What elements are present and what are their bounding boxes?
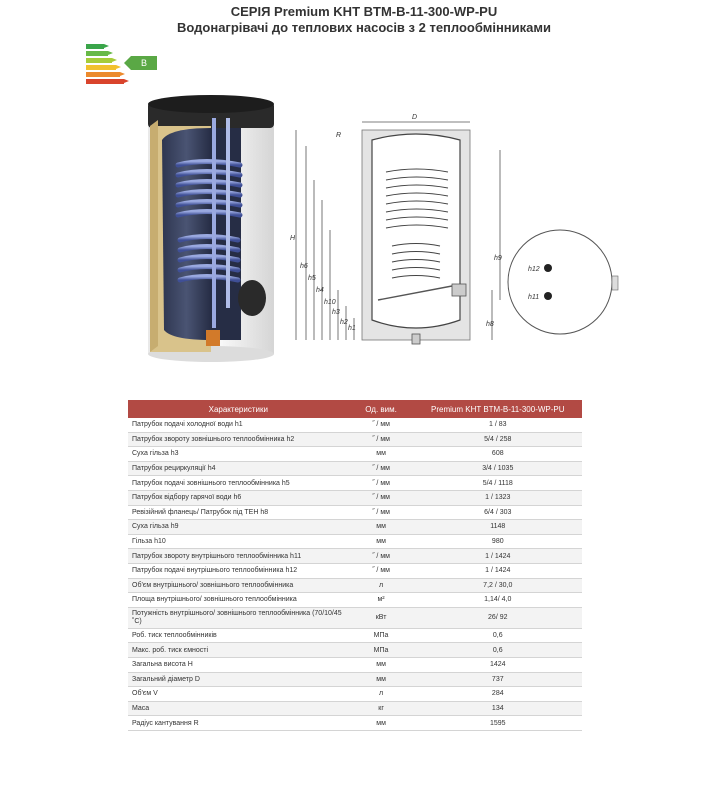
dim-label-h11: h11 (528, 294, 540, 301)
cutaway-tank (148, 95, 274, 362)
dim-label-h2: h2 (340, 319, 348, 326)
spec-value: 134 (414, 701, 582, 716)
spec-unit: кг (349, 701, 414, 716)
spec-unit: мм (349, 672, 414, 687)
dim-label-h9: h9 (494, 255, 502, 262)
spec-unit: МПа (349, 628, 414, 643)
spec-value: 26/ 92 (414, 607, 582, 628)
table-row (128, 701, 582, 716)
spec-name: Маса (128, 701, 349, 716)
spec-name: Об'єм V (128, 687, 349, 702)
spec-value: 1595 (414, 716, 582, 731)
spec-value: 1 / 1323 (414, 490, 582, 505)
section-drawing (296, 122, 500, 344)
spec-unit: мм (349, 534, 414, 549)
spec-value: 0,6 (414, 628, 582, 643)
spec-value: 1148 (414, 520, 582, 535)
dim-label-h12: h12 (528, 266, 540, 273)
spec-name: Патрубок рециркуляції h4 (128, 461, 349, 476)
table-row (128, 549, 582, 564)
spec-unit: ˝ / мм (349, 476, 414, 491)
spec-name: Патрубок звороту внутрішнього теплообмінника h11 (128, 549, 349, 564)
dim-label-h1: h1 (348, 325, 356, 332)
spec-name: Патрубок звороту зовнішнього теплообмінника h2 (128, 432, 349, 447)
spec-value: 1 / 1424 (414, 563, 582, 578)
spec-unit: мм (349, 657, 414, 672)
spec-value: 5/4 / 1118 (414, 476, 582, 491)
table-row (128, 687, 582, 702)
table-row (128, 593, 582, 608)
table-row (128, 643, 582, 658)
column-header-unit: Од. вим. (349, 400, 414, 418)
spec-value: 1 / 1424 (414, 549, 582, 564)
spec-unit: МПа (349, 643, 414, 658)
dim-label-h5: h5 (308, 275, 316, 282)
page-title: СЕРІЯ Premium KHT BTM-B-11-300-WP-PU (230, 4, 498, 19)
dim-label-h: H (290, 235, 296, 242)
table-row (128, 461, 582, 476)
table-row (128, 716, 582, 731)
table-row (128, 534, 582, 549)
dim-label-h10: h10 (324, 299, 336, 306)
table-row (128, 520, 582, 535)
page-subtitle: Водонагрівачі до теплових насосів з 2 теплообмінниками (177, 20, 551, 35)
dim-label-d: D (412, 114, 418, 121)
spec-unit: л (349, 578, 414, 593)
spec-name: Об'єм внутрішнього/ зовнішнього теплообмінника (128, 578, 349, 593)
spec-name: Патрубок відбору гарячої води h6 (128, 490, 349, 505)
spec-name: Макс. роб. тиск ємності (128, 643, 349, 658)
table-row (128, 607, 582, 628)
spec-unit: ˝ / мм (349, 461, 414, 476)
spec-value: 1 / 83 (414, 418, 582, 432)
table-row (128, 672, 582, 687)
table-row (128, 563, 582, 578)
specifications-table (128, 400, 582, 731)
energy-class-badge: B (131, 56, 157, 70)
spec-value: 980 (414, 534, 582, 549)
table-row (128, 447, 582, 462)
spec-value: 6/4 / 303 (414, 505, 582, 520)
table-row (128, 490, 582, 505)
spec-unit: ˝ / мм (349, 490, 414, 505)
dim-label-h6: h6 (300, 263, 308, 270)
table-row (128, 578, 582, 593)
spec-name: Загальний діаметр D (128, 672, 349, 687)
spec-name: Суха гільза h3 (128, 447, 349, 462)
spec-name: Патрубок подачі зовнішнього теплообмінника h5 (128, 476, 349, 491)
spec-unit: ˝ / мм (349, 549, 414, 564)
spec-value: 3/4 / 1035 (414, 461, 582, 476)
spec-unit: м² (349, 593, 414, 608)
table-row (128, 505, 582, 520)
top-view-drawing (508, 230, 618, 334)
spec-name: Роб. тиск теплообмінників (128, 628, 349, 643)
spec-value: 0,6 (414, 643, 582, 658)
dim-label-h8: h8 (486, 321, 494, 328)
table-row (128, 476, 582, 491)
dim-label-r: R (336, 132, 342, 139)
dim-label-h3: h3 (332, 309, 340, 316)
dim-label-h4: h4 (316, 287, 324, 294)
spec-value: 608 (414, 447, 582, 462)
column-header-model: Premium KHT BTM-B-11-300-WP-PU (414, 400, 582, 418)
spec-name: Ревізійний фланець/ Патрубок під ТЕН h8 (128, 505, 349, 520)
spec-unit: кВт (349, 607, 414, 628)
spec-value: 7,2 / 30,0 (414, 578, 582, 593)
spec-name: Патрубок подачі холодної води h1 (128, 418, 349, 432)
spec-value: 1,14/ 4,0 (414, 593, 582, 608)
table-row (128, 418, 582, 432)
table-row (128, 628, 582, 643)
spec-unit: мм (349, 520, 414, 535)
spec-value: 1424 (414, 657, 582, 672)
spec-unit: л (349, 687, 414, 702)
spec-name: Радіус кантування R (128, 716, 349, 731)
spec-unit: ˝ / мм (349, 505, 414, 520)
spec-unit: ˝ / мм (349, 563, 414, 578)
column-header-characteristics: Характеристики (128, 400, 349, 418)
spec-value: 284 (414, 687, 582, 702)
table-row (128, 657, 582, 672)
spec-value: 737 (414, 672, 582, 687)
spec-value: 5/4 / 258 (414, 432, 582, 447)
spec-name: Потужність внутрішнього/ зовнішнього теплообмінника (70/10/45 ˚C) (128, 607, 349, 628)
spec-name: Загальна висота H (128, 657, 349, 672)
spec-unit: мм (349, 447, 414, 462)
table-row (128, 432, 582, 447)
spec-name: Площа внутрішнього/ зовнішнього теплообмінника (128, 593, 349, 608)
spec-name: Суха гільза h9 (128, 520, 349, 535)
spec-unit: ˝ / мм (349, 432, 414, 447)
spec-unit: ˝ / мм (349, 418, 414, 432)
spec-unit: мм (349, 716, 414, 731)
spec-name: Гільза h10 (128, 534, 349, 549)
spec-name: Патрубок подачі внутрішнього теплообмінника h12 (128, 563, 349, 578)
table-header-row (128, 400, 582, 418)
